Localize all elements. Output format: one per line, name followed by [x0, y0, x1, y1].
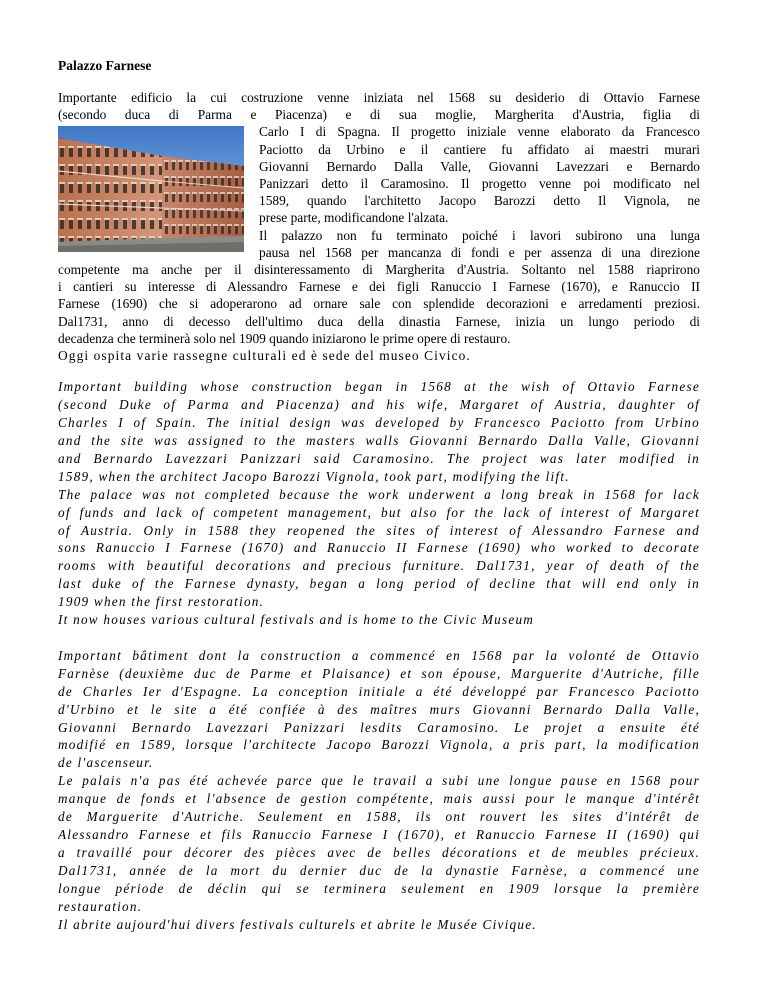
- text-line: rooms with beautiful decorations and precious furniture. Dal1731, year of death of the: [58, 558, 700, 574]
- text-line: manque de fonds et l'absence de gestion compétente, mais aussi pour le manque d'intérêt: [58, 791, 700, 807]
- text-line: The palace was not completed because the work underwent a long break in 1568 for lack: [58, 486, 700, 502]
- text-line: Dal1731, année de la mort du dernier duc de la dynastie Farnèse, a commencé une: [58, 862, 700, 878]
- document-title: Palazzo Farnese: [58, 58, 152, 73]
- document-page: [58, 58, 700, 933]
- text-line: longue période de déclin qui se terminera seulement en 1909 lorsque la première: [58, 880, 700, 896]
- text-line: Il palazzo non fu terminato poiché i lavori subirono una lunga: [259, 227, 700, 243]
- text-line: Giovanni Bernardo Dalla Valle, Giovanni Lavezzari e Bernardo: [259, 158, 700, 174]
- photo-wrap-block: [58, 123, 700, 261]
- text-line: Dal1731, anno di decesso dell'ultimo duca della dinastia Farnese, inizia un lungo periodo di: [58, 313, 700, 329]
- text-line: (second Duke of Parma and Piacenza) and his wife, Margaret of Austria, daughter of: [58, 397, 700, 413]
- text-line: Charles I of Spain. The initial design was developed by Francesco Paciotto from Urbino: [58, 415, 700, 431]
- text-line: prese parte, modificandone l'alzata.: [259, 210, 449, 226]
- text-line: Panizzari detto il Caramosino. Il progetto venne poi modificato nel: [259, 176, 700, 192]
- text-line: Oggi ospita varie rassegne culturali ed è sede del museo Civico.: [58, 348, 471, 364]
- text-line: modifié en 1589, lorsque l'architecte Jacopo Barozzi Vignola, a pris part, la modification: [58, 737, 700, 753]
- palazzo-farnese-photo: [58, 126, 244, 252]
- text-line: 1589, when the architect Jacopo Barozzi Vignola, took part, modifying the lift.: [58, 468, 570, 484]
- text-line: and Bernardo Lavezzari Panizzari said Caramosino. The project was later modified in: [58, 450, 700, 466]
- text-line: i cantieri su interesse di Alessandro Farnese e dei figli Ranuccio I Farnese (1670), e Ranuccio II: [58, 279, 700, 295]
- english-section: [58, 378, 700, 629]
- text-line: Le palais n'a pas été achevée parce que le travail a subi une longue pause en 1568 pour: [58, 773, 700, 789]
- text-line: d'Urbino et le site a été confiée à des maîtres murs Giovanni Bernardo Dalla Valle,: [58, 701, 700, 717]
- text-line: de Charles Ier d'Espagne. La conception initiale a été développé par Francesco Paciotto: [58, 683, 700, 699]
- text-line: 1589, quando l'architetto Jacopo Barozzi detto Il Vignola, ne: [259, 193, 700, 209]
- text-line: competente ma anche per il disinteressamento di Margherita d'Austria. Soltanto nel 1588 riaprirono: [58, 262, 700, 278]
- text-line: sons Ranuccio I Farnese (1670) and Ranuccio II Farnese (1690) who worked to decorate: [58, 540, 700, 556]
- text-line: It now houses various cultural festivals and is home to the Civic Museum: [58, 612, 535, 628]
- text-line: last duke of the Farnese dynasty, began a long period of decline that will end only in: [58, 576, 700, 592]
- text-line: Carlo I di Spagna. Il progetto iniziale venne elaborato da Francesco: [259, 124, 700, 140]
- text-line: Il abrite aujourd'hui divers festivals culturels et abrite le Musée Civique.: [58, 916, 537, 932]
- text-line: Farnese (1690) che si adoperarono ad ornare sale con splendide decorazioni e arredamenti preziosi.: [58, 296, 700, 312]
- text-line: Paciotto da Urbino e il cantiere fu affidato ai maestri murari: [259, 141, 700, 157]
- text-line: Giovanni Bernardo Lavezzari Panizzari lesdits Caramosino. Le projet a ensuite été: [58, 719, 700, 735]
- text-line: of funds and lack of competent management, but also for the lack of interest of Margaret: [58, 504, 700, 520]
- text-line: Important bâtiment dont la construction a commencé en 1568 par la volonté de Ottavio: [58, 647, 700, 663]
- text-line: 1909 when the first restoration.: [58, 594, 265, 610]
- text-line: pausa nel 1568 per mancanza di fondi e per assenza di una direzione: [259, 244, 700, 260]
- text-line: a travaillé pour décorer des pièces avec de belles décorations et de meubles précieux.: [58, 844, 700, 860]
- text-line: decadenza che terminerà solo nel 1909 quando iniziarono le prime opere di restauro.: [58, 330, 511, 346]
- text-line: of Austria. Only in 1588 they reopened the sites of interest of Alessandro Farnese and: [58, 522, 700, 538]
- text-line: Important building whose construction began in 1568 at the wish of Ottavio Farnese: [58, 379, 700, 395]
- text-line: restauration.: [58, 898, 143, 914]
- text-line: (secondo duca di Parma e Piacenza) e di sua moglie, Margherita d'Austria, figlia di: [58, 107, 700, 123]
- text-line: Farnèse (deuxième duc de Parme et Plaisance) et son épouse, Marguerite d'Autriche, fille: [58, 665, 700, 681]
- french-section: [58, 647, 700, 934]
- text-line: Importante edificio la cui costruzione venne iniziata nel 1568 su desiderio di Ottavio Farnese: [58, 90, 700, 105]
- text-line: de l'ascenseur.: [58, 755, 154, 771]
- text-line: and the site was assigned to the masters walls Giovanni Bernardo Dalla Valle, Giovanni: [58, 432, 700, 448]
- text-line: Alessandro Farnese et fils Ranuccio Farnese I (1670), et Ranuccio Farnese II (1690) qui: [58, 827, 700, 842]
- text-line: de Marguerite d'Autriche. Seulement en 1588, ils ont rouvert les sites d'intérêt de: [58, 809, 700, 825]
- italian-section: [58, 89, 700, 364]
